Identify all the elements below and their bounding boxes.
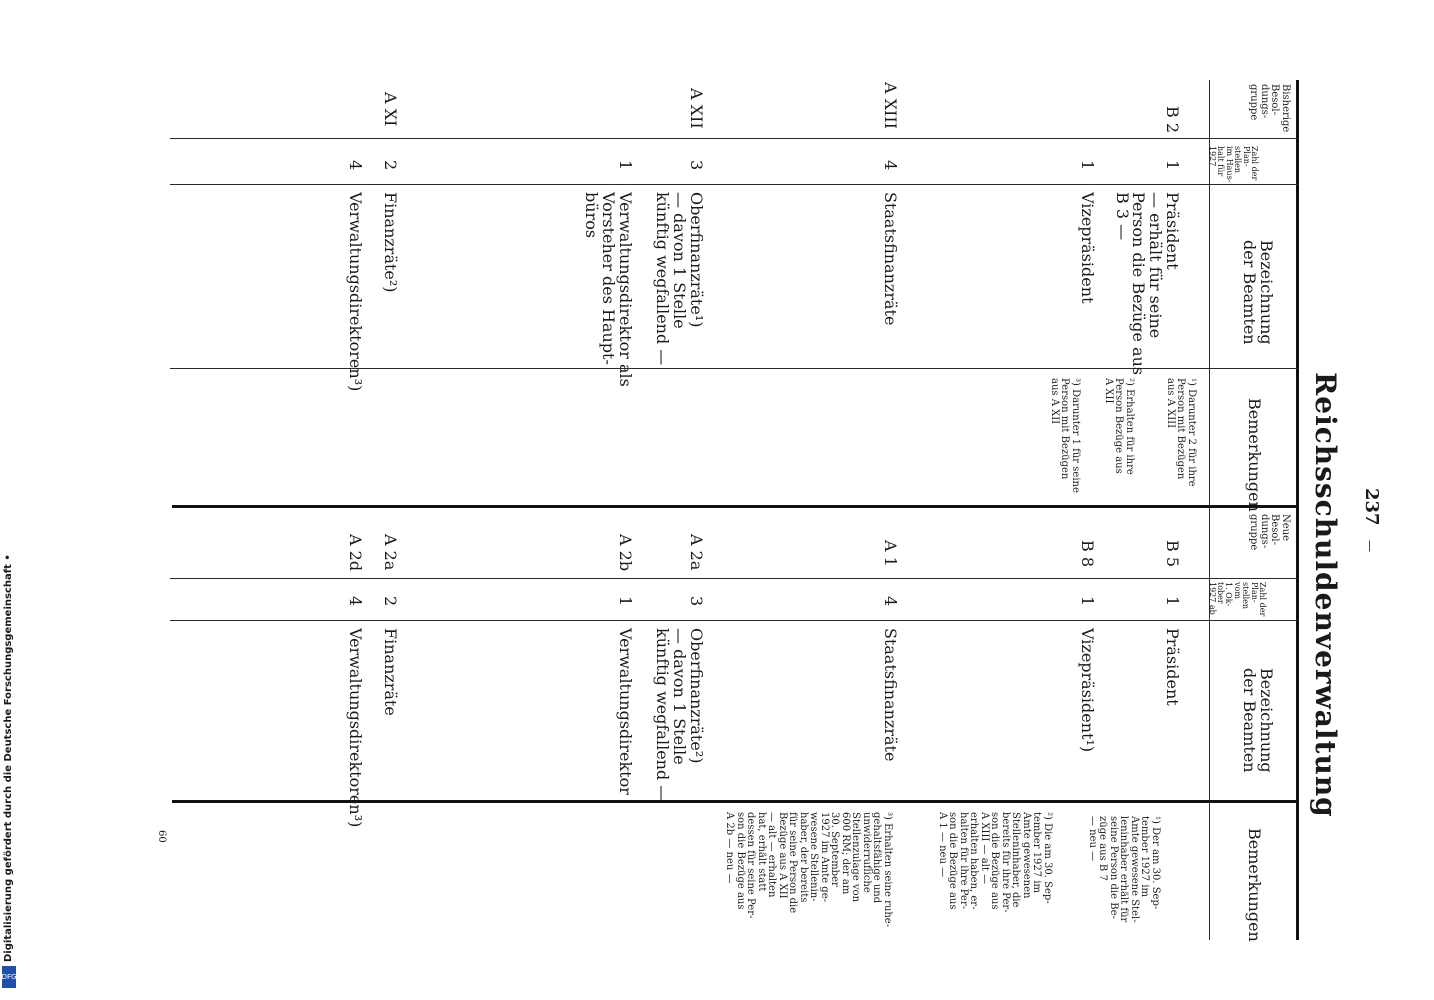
right-col-sep-1: [170, 578, 1298, 579]
right-header-count: Zahl der Plan- stellen vom 1. Ok- tober 1927 ab: [1207, 582, 1267, 617]
right-remark-1: ¹) Der am 30. Sep- tember 1927 im Amte gewesene Stel- leninhaber erhält für seine Person die Be- züge aus B 7 — neu —: [1087, 816, 1161, 923]
right-row-4-count: 3: [687, 596, 706, 607]
right-row-3-count: 4: [881, 596, 900, 607]
page-number: 237: [1361, 488, 1382, 526]
right-row-1-title: Präsident: [1163, 628, 1182, 706]
right-col-sep-3: [172, 800, 1298, 803]
right-row-4-group: A 2a: [687, 534, 706, 571]
right-col-sep-2: [170, 620, 1298, 621]
right-header-remarks: Bemerkungen: [1245, 828, 1264, 942]
right-row-2-group: B 8: [1078, 540, 1097, 568]
left-row-4-count-1: 3: [687, 160, 706, 171]
sheet-number: 60: [156, 830, 167, 843]
right-row-7-count: 4: [346, 596, 365, 607]
left-header-remarks: Bemerkungen: [1245, 398, 1264, 512]
right-header-group: Neue Besol- dungs- gruppe: [1248, 514, 1291, 551]
right-remark-2: ²) Die am 30. Sep- tember 1927 im Amte gewesenen Stelleninhaber, die bereits für ihre Per- son die Bezüge aus A XIII — alt — erhalten haben, er- halten für ihre Per- son die Bezüge aus A 1 — neu —: [937, 812, 1053, 913]
right-remark-3: ³) Erhalten seine ruhe- gehaltsfähige und unwiderrufliche Stellenzulage von 600 RM; der am 30. September 1927 im Amte ge- wesene Stellenin- haber, der bereits für seine Person die Bezüge aus A XII — alt — erhalten hat, erhält statt dessen für seine Per- son die Bezüge aus A 2b — neu —: [724, 812, 893, 928]
right-row-6-group: A 2a: [381, 534, 400, 571]
left-row-5-count-1: 2: [381, 160, 400, 171]
right-row-7-title: Verwaltungsdirektoren³): [346, 628, 365, 828]
left-row-5-group: A XI: [381, 92, 400, 127]
right-row-3-title: Staatsfinanzräte: [881, 628, 900, 762]
table-top-rule: [1296, 80, 1299, 940]
left-row-4-count-2: 1: [616, 160, 635, 171]
left-remark-1: ¹) Darunter 2 für ihre Person mit Bezügen aus A XIII: [1165, 378, 1197, 487]
left-row-1-group: B 2: [1163, 106, 1182, 134]
left-row-4-group: A XII: [687, 88, 706, 129]
left-row-1-count: 1: [1163, 160, 1182, 171]
left-row-3-count: 4: [881, 160, 900, 171]
right-row-2-count: 1: [1078, 596, 1097, 607]
left-header-title: Bezeichnung der Beamten: [1240, 240, 1276, 345]
left-row-2-count: 1: [1078, 160, 1097, 171]
right-row-5-title: Verwaltungsdirektor: [616, 628, 635, 795]
left-header-count: Zahl der Plan- stellen im Haus- halt für 1927: [1208, 146, 1259, 183]
header-dash: —: [1363, 540, 1377, 552]
right-row-5-count: 1: [616, 596, 635, 607]
right-row-4-title: Oberfinanzräte²) — davon 1 Stelle künftig wegfallend —: [653, 628, 706, 802]
right-row-6-count: 2: [381, 596, 400, 607]
left-remark-2: ²) Erhalten für ihre Person Bezüge aus A XII: [1103, 378, 1135, 475]
left-row-4-title-2: Verwaltungsdirektor als Vorsteher des Haupt- büros: [582, 192, 635, 387]
right-row-1-count: 1: [1163, 596, 1182, 607]
right-row-2-title: Vizepräsident¹): [1078, 628, 1097, 753]
right-row-3-group: A 1: [881, 540, 900, 567]
left-row-5-count-2: 4: [346, 160, 365, 171]
left-row-3-group: A XIII: [881, 82, 900, 129]
right-row-6-title: Finanzräte: [381, 628, 400, 716]
right-row-7-group: A 2d: [346, 534, 365, 572]
left-row-5-title-2: Verwaltungsdirektoren³): [346, 192, 365, 392]
left-row-2-title: Vizepräsident: [1078, 192, 1097, 304]
halves-divider: [172, 505, 1298, 508]
left-row-5-title-1: Finanzräte²): [381, 192, 400, 293]
left-row-4-title-1: Oberfinanzräte¹) — davon 1 Stelle künftig wegfallend —: [653, 192, 706, 366]
left-row-3-title: Staatsfinanzräte: [881, 192, 900, 326]
right-row-5-group: A 2b: [616, 534, 635, 572]
right-header-title: Bezeichnung der Beamten: [1240, 668, 1276, 773]
left-header-group: Bisherige Besol- dungs- gruppe: [1248, 84, 1291, 133]
left-remark-3: ³) Darunter 1 für seine Person mit Bezügen aus A XII: [1049, 378, 1081, 493]
dfg-logo: DFG: [2, 966, 16, 988]
page-title: Reichsschuldenverwaltung: [1309, 372, 1342, 818]
header-bottom-rule: [1209, 80, 1210, 940]
left-col-sep-2: [170, 184, 1298, 185]
left-col-sep-1: [170, 138, 1298, 139]
left-row-1-title: Präsident — erhält für seine Person die Bezüge aus B 3 —: [1112, 192, 1182, 376]
right-row-1-group: B 5: [1163, 540, 1182, 568]
digitization-note: Digitalisierung gefördert durch die Deutsche Forschungsgemeinschaft •: [3, 554, 14, 962]
